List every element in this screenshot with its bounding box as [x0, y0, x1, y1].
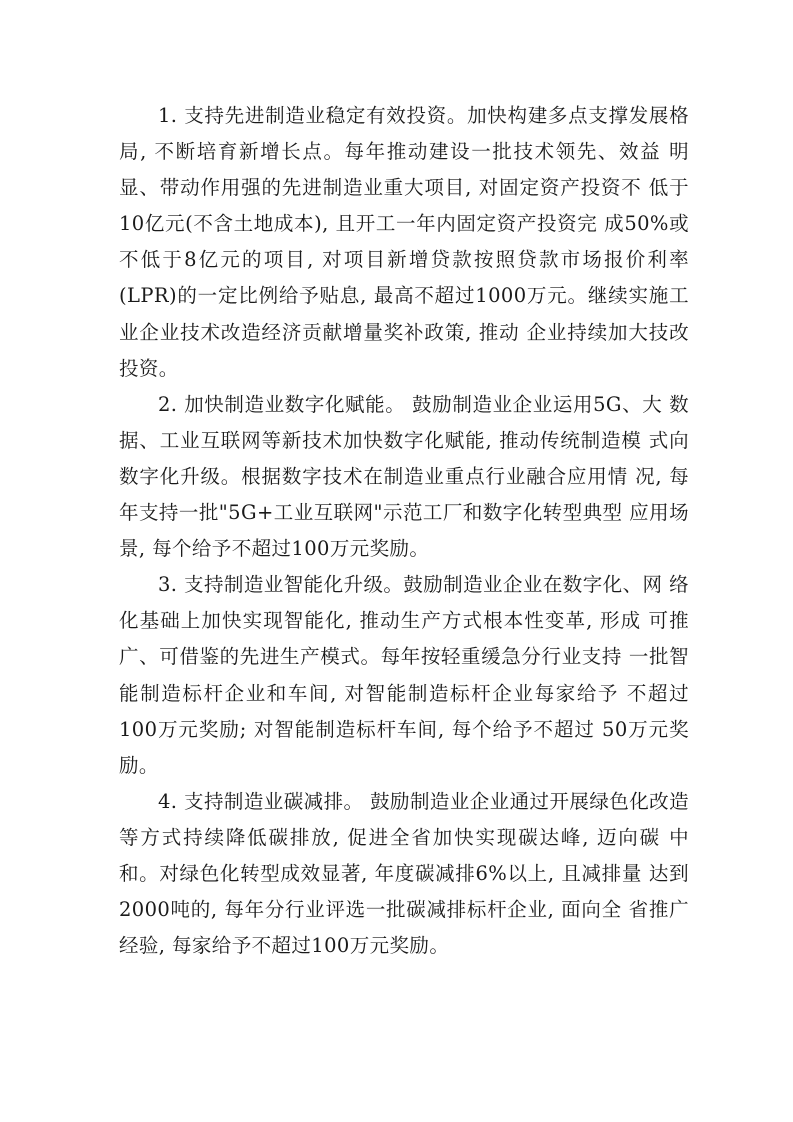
- paragraph-carbon-reduction: 4. 支持制造业碳减排。 鼓励制造业企业通过开展绿色化改造等方式持续降低碳排放, 促进全省加快实现碳达峰, 迈向碳 中和。对绿色化转型成效显著, 年度碳减排6%以上, 且减排量 达到2000吨的, 每年分行业评选一批碳减排标杆企业, 面向全 省推广经验, 每家给予不超过100万元奖励。: [119, 789, 689, 958]
- paragraph-digital-empowerment: 2. 加快制造业数字化赋能。 鼓励制造业企业运用5G、大 数据、工业互联网等新技术加快数字化赋能, 推动传统制造模 式向数字化升级。根据数字技术在制造业重点行业融合应用情 况, 每年支持一批"5G+工业互联网"示范工厂和数字化转型典型 应用场景, 每个给予不超过100万元奖励。: [119, 392, 689, 561]
- paragraph-intelligent-upgrade: 3. 支持制造业智能化升级。鼓励制造业企业在数字化、网 络化基础上加快实现智能化, 推动生产方式根本性变革, 形成 可推广、可借鉴的先进生产模式。每年按轻重缓急分行业支持 一批智能制造标杆企业和车间, 对智能制造标杆企业每家给予 不超过100万元奖励; 对智能制造标杆车间, 每个给予不超过 50万元奖励。: [119, 573, 689, 777]
- paragraph-investment-support: 1. 支持先进制造业稳定有效投资。加快构建多点支撑发展格局, 不断培育新增长点。每年推动建设一批技术领先、效益 明显、带动作用强的先进制造业重大项目, 对固定资产投资不 低于10亿元(不含土地成本), 且开工一年内固定资产投资完 成50%或不低于8亿元的项目, 对项目新增贷款按照贷款市场报价利率(LPR)的一定比例给予贴息, 最高不超过1000万元。继续实施工业企业技术改造经济贡献增量奖补政策, 推动 企业持续加大技改投资。: [119, 104, 689, 380]
- policy-text-body: [119, 98, 689, 964]
